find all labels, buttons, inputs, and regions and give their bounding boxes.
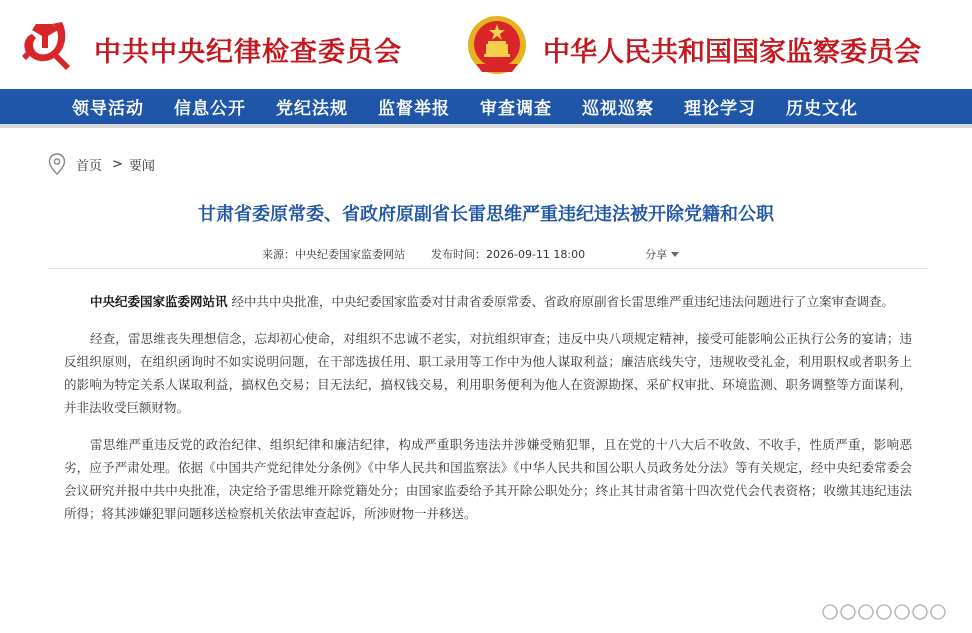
watermark-icon bbox=[820, 598, 960, 626]
paragraph-2: 经查，雷思维丧失理想信念，忘却初心使命，对组织不忠诚不老实，对抗组织审查；违反中央八项规定精神，接受可能影响公正执行公务的宴请；违反组织原则，在组织函询时不如实说明问题，在干部选拔任用、职工录用等工作中为他人谋取利益；廉洁底线失守，违规收受礼金，利用职权或者职务上的影响为特定关系人谋取利益，搞权色交易；目无法纪，搞权钱交易，利用职务便利为他人在资源勘探、采矿权审批、环境监测、职务调整等方面谋利，并非法收受巨额财物。 bbox=[64, 331, 912, 415]
nav-item-inspection[interactable]: 巡视巡察 bbox=[582, 99, 654, 119]
article-meta bbox=[262, 246, 679, 262]
location-pin-icon bbox=[48, 153, 66, 175]
nav-item-regulations[interactable]: 党纪法规 bbox=[276, 99, 348, 119]
breadcrumb-home[interactable]: 首页 bbox=[76, 158, 103, 174]
site-header bbox=[0, 0, 972, 90]
article-body bbox=[64, 290, 912, 539]
chevron-down-icon bbox=[671, 252, 679, 257]
main-nav bbox=[0, 89, 972, 124]
nav-item-information[interactable]: 信息公开 bbox=[174, 99, 246, 119]
paragraph-1 bbox=[64, 290, 912, 313]
nav-item-investigation[interactable]: 审查调查 bbox=[480, 99, 552, 119]
breadcrumb-current[interactable]: 要闻 bbox=[128, 158, 155, 174]
nav-divider bbox=[0, 124, 972, 128]
party-emblem-icon bbox=[18, 14, 78, 74]
meta-divider bbox=[48, 268, 928, 269]
share-button[interactable] bbox=[645, 246, 679, 262]
paragraph-1-text: 经中共中央批准，中央纪委国家监委对甘肃省委原常委、省政府原副省长雷思维严重违纪违法问题进行了立案审查调查。 bbox=[227, 294, 894, 309]
article-source: 来源：中央纪委国家监委网站 bbox=[262, 248, 405, 261]
nav-item-history[interactable]: 历史文化 bbox=[786, 99, 858, 119]
nav-item-reporting[interactable]: 监督举报 bbox=[378, 99, 450, 119]
breadcrumb-separator: > bbox=[112, 156, 123, 172]
article-title: 甘肃省委原常委、省政府原副省长雷思维严重违纪违法被开除党籍和公职 bbox=[198, 204, 774, 225]
share-label: 分享 bbox=[645, 248, 668, 261]
breadcrumb bbox=[48, 153, 155, 175]
national-emblem-icon bbox=[466, 14, 528, 76]
nav-item-theory[interactable]: 理论学习 bbox=[684, 99, 756, 119]
paragraph-3: 雷思维严重违反党的政治纪律、组织纪律和廉洁纪律，构成严重职务违法并涉嫌受贿犯罪，且在党的十八大后不收敛、不收手，性质严重，影响恶劣，应予严肃处理。依据《中国共产党纪律处分条例》《中华人民共和国监察法》《中华人民共和国公职人员政务处分法》等有关规定，经中央纪委常委会会议研究并报中共中央批准，决定给予雷思维开除党籍处分；由国家监委给予其开除公职处分；终止其甘肃省第十四次党代会代表资格；收缴其违纪违法所得；将其涉嫌犯罪问题移送检察机关依法审查起诉，所涉财物一并移送。 bbox=[64, 437, 912, 521]
nav-item-leadership[interactable]: 领导活动 bbox=[72, 99, 144, 119]
nsc-title[interactable]: 中华人民共和国国家监察委员会 bbox=[543, 37, 921, 68]
article-time: 发布时间：2026-09-11 18:00 bbox=[431, 248, 586, 261]
cdi-title[interactable]: 中共中央纪律检查委员会 bbox=[94, 37, 402, 68]
paragraph-lead: 中央纪委国家监委网站讯 bbox=[90, 294, 228, 309]
